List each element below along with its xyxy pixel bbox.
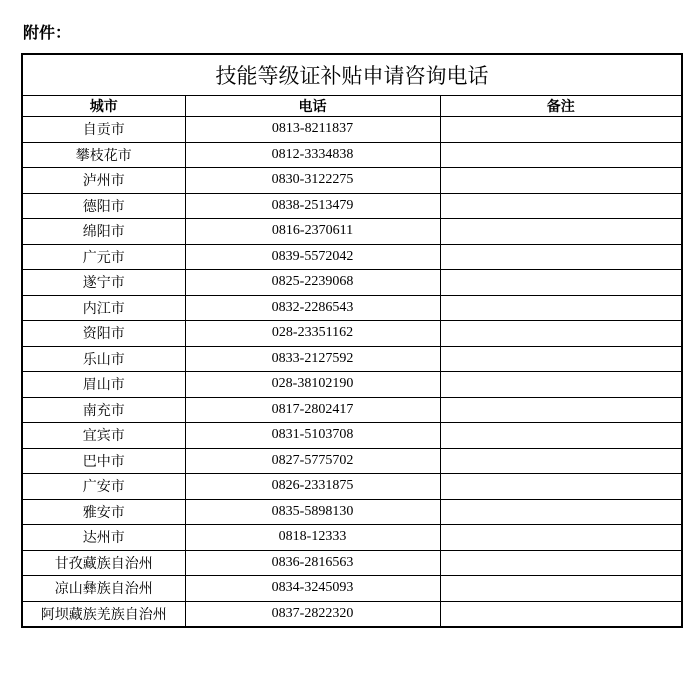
phone-cell: 0832-2286543 [185,295,440,321]
table-row [22,525,682,551]
phone-cell: 0833-2127592 [185,346,440,372]
note-cell [440,295,682,321]
table-row [22,142,682,168]
city-cell: 宜宾市 [22,423,185,449]
city-cell: 雅安市 [22,499,185,525]
city-cell: 凉山彝族自治州 [22,576,185,602]
city-cell: 自贡市 [22,117,185,143]
city-cell: 资阳市 [22,321,185,347]
note-cell [440,423,682,449]
note-cell [440,448,682,474]
city-cell: 德阳市 [22,193,185,219]
phone-cell: 0836-2816563 [185,550,440,576]
table-row [22,346,682,372]
note-cell [440,244,682,270]
table-row [22,117,682,143]
table-row [22,448,682,474]
phone-cell: 0813-8211837 [185,117,440,143]
note-cell [440,601,682,627]
phone-cell: 0838-2513479 [185,193,440,219]
phone-cell: 0831-5103708 [185,423,440,449]
city-cell: 阿坝藏族羌族自治州 [22,601,185,627]
note-cell [440,168,682,194]
table-row [22,499,682,525]
note-cell [440,474,682,500]
city-cell: 绵阳市 [22,219,185,245]
header-phone: 电话 [185,96,440,117]
table-title-row [22,54,682,96]
header-note: 备注 [440,96,682,117]
note-cell [440,193,682,219]
city-cell: 内江市 [22,295,185,321]
city-cell: 南充市 [22,397,185,423]
table-row [22,576,682,602]
city-cell: 广安市 [22,474,185,500]
phone-cell: 0839-5572042 [185,244,440,270]
note-cell [440,219,682,245]
phone-cell: 0834-3245093 [185,576,440,602]
note-cell [440,576,682,602]
header-city: 城市 [22,96,185,117]
phone-cell: 028-23351162 [185,321,440,347]
phone-cell: 0827-5775702 [185,448,440,474]
city-cell: 广元市 [22,244,185,270]
table-row [22,219,682,245]
table-row [22,244,682,270]
phone-cell: 0837-2822320 [185,601,440,627]
city-cell: 眉山市 [22,372,185,398]
phone-cell: 0816-2370611 [185,219,440,245]
phone-cell: 0812-3334838 [185,142,440,168]
phone-cell: 028-38102190 [185,372,440,398]
note-cell [440,270,682,296]
note-cell [440,550,682,576]
table-row [22,397,682,423]
phone-cell: 0825-2239068 [185,270,440,296]
table-row [22,321,682,347]
phone-cell: 0817-2802417 [185,397,440,423]
table-header-row [22,96,682,117]
table-row [22,193,682,219]
table-row [22,372,682,398]
note-cell [440,372,682,398]
note-cell [440,142,682,168]
note-cell [440,525,682,551]
city-cell: 遂宁市 [22,270,185,296]
note-cell [440,499,682,525]
phone-cell: 0826-2331875 [185,474,440,500]
table-body [22,117,682,628]
city-cell: 攀枝花市 [22,142,185,168]
table-title: 技能等级证补贴申请咨询电话 [22,54,682,96]
phone-cell: 0830-3122275 [185,168,440,194]
table-row [22,168,682,194]
city-cell: 达州市 [22,525,185,551]
city-cell: 泸州市 [22,168,185,194]
phone-cell: 0835-5898130 [185,499,440,525]
note-cell [440,397,682,423]
note-cell [440,321,682,347]
phone-cell: 0818-12333 [185,525,440,551]
table-row [22,423,682,449]
table-row [22,270,682,296]
table-row [22,601,682,627]
city-cell: 甘孜藏族自治州 [22,550,185,576]
note-cell [440,346,682,372]
attachment-label: 附件： [23,23,72,42]
note-cell [440,117,682,143]
table-row [22,474,682,500]
consultation-phone-table [21,53,683,628]
table-row [22,295,682,321]
city-cell: 乐山市 [22,346,185,372]
table-row [22,550,682,576]
city-cell: 巴中市 [22,448,185,474]
